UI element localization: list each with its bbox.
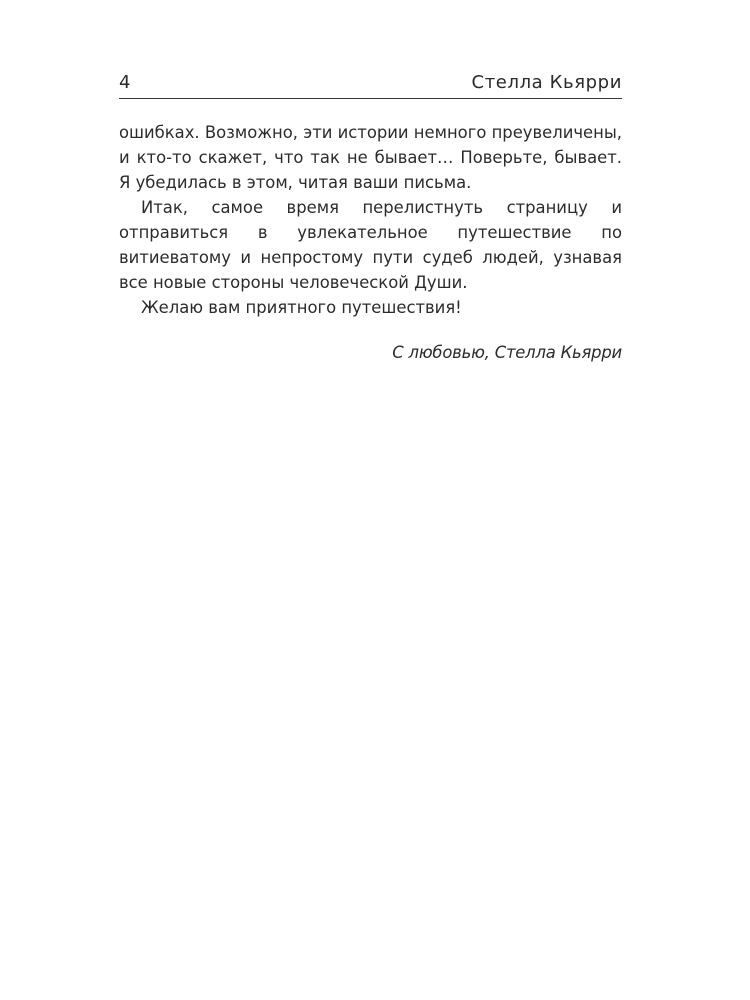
page-header (119, 70, 622, 99)
author-signature: С любовью, Стелла Кьярри (392, 343, 622, 362)
paragraph: Итак, самое время перелистнуть страницу и отправиться в увлекательное путешествие по витиеватому и непростому пути судеб людей, узнавая все новые стороны человеческой Души. (119, 198, 622, 292)
running-head-author: Стелла Кьярри (471, 72, 622, 93)
paragraph: Желаю вам приятного путешествия! (141, 298, 462, 317)
page-number: 4 (119, 72, 131, 93)
body-text (119, 120, 622, 320)
paragraph-continuation: ошибках. Возможно, эти истории немного преувеличены, и кто-то скажет, что так не бывает… Поверьте, бывает. Я убедилась в этом, читая ваши письма. (119, 123, 622, 192)
